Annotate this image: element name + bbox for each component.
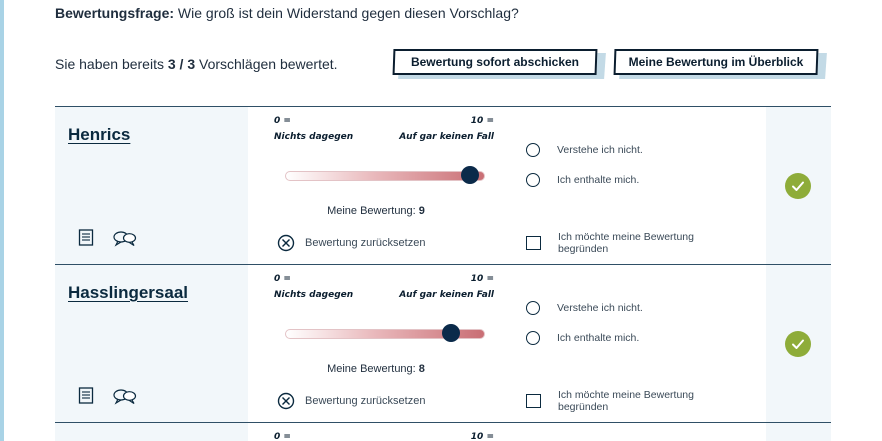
check-icon (790, 336, 806, 352)
proposal-row: Henrics 0 = Nichts dagegen 10 = Auf gar keinen Fall Meine Bewertung: 9 Bewertung zurücksetzen Verstehe ich nicht. Ich enthalte mich. Ich möchte meine Bewertung begründen (55, 107, 831, 265)
reset-x-icon (277, 392, 295, 410)
option-abstain[interactable]: Ich enthalte mich. (526, 173, 639, 187)
option-justify-rating[interactable]: Ich möchte meine Bewertung begründen (526, 389, 708, 413)
option-abstain[interactable]: Ich enthalte mich. (526, 331, 639, 345)
my-rating-text: Meine Bewertung: 8 (327, 363, 425, 375)
option-dont-understand[interactable]: Verstehe ich nicht. (526, 143, 643, 157)
check-icon (790, 178, 806, 194)
rated-status (785, 173, 811, 199)
chat-bubbles-icon[interactable] (113, 388, 137, 405)
proposal-name-link[interactable]: Hasslingersaal (68, 283, 189, 302)
rated-status (785, 331, 811, 357)
rating-slider[interactable] (285, 171, 485, 181)
progress-count: 3 / 3 (167, 56, 196, 72)
reset-rating-button[interactable]: Bewertung zurücksetzen (277, 234, 425, 252)
option-dont-understand[interactable]: Verstehe ich nicht. (526, 301, 643, 315)
document-icon[interactable] (78, 229, 94, 246)
option-justify-rating[interactable]: Ich möchte meine Bewertung begründen (526, 231, 708, 255)
reset-rating-button[interactable]: Bewertung zurücksetzen (277, 392, 425, 410)
checkbox[interactable] (526, 236, 541, 250)
proposal-row: 0 = 10 = (55, 423, 831, 441)
document-icon[interactable] (78, 387, 94, 404)
rating-overview-button[interactable]: Meine Bewertung im Überblick (614, 49, 818, 75)
rating-question: Bewertungsfrage: Wie groß ist dein Widerstand gegen diesen Vorschlag? (55, 5, 519, 21)
rating-progress: Sie haben bereits 3 / 3 Vorschlägen bewertet. (55, 56, 338, 72)
rating-slider-thumb[interactable] (461, 166, 479, 184)
my-rating-text: Meine Bewertung: 9 (327, 205, 425, 217)
submit-now-button[interactable]: Bewertung sofort abschicken (393, 49, 597, 75)
proposal-name-link[interactable]: Henrics (68, 125, 131, 144)
checkbox[interactable] (526, 394, 541, 408)
proposal-row: Hasslingersaal 0 = Nichts dagegen 10 = Auf gar keinen Fall Meine Bewertung: 8 Bewertung zurücksetzen Verstehe ich nicht. Ich enthalte mich. Ich möchte meine Bewertung begründen (55, 265, 831, 423)
reset-x-icon (277, 234, 295, 252)
proposals-table (55, 106, 831, 441)
rating-slider-thumb[interactable] (442, 324, 460, 342)
chat-bubbles-icon[interactable] (113, 230, 137, 247)
radio-button[interactable] (526, 301, 540, 315)
radio-button[interactable] (526, 143, 540, 157)
radio-button[interactable] (526, 173, 540, 187)
radio-button[interactable] (526, 331, 540, 345)
left-accent-stripe (0, 0, 4, 441)
